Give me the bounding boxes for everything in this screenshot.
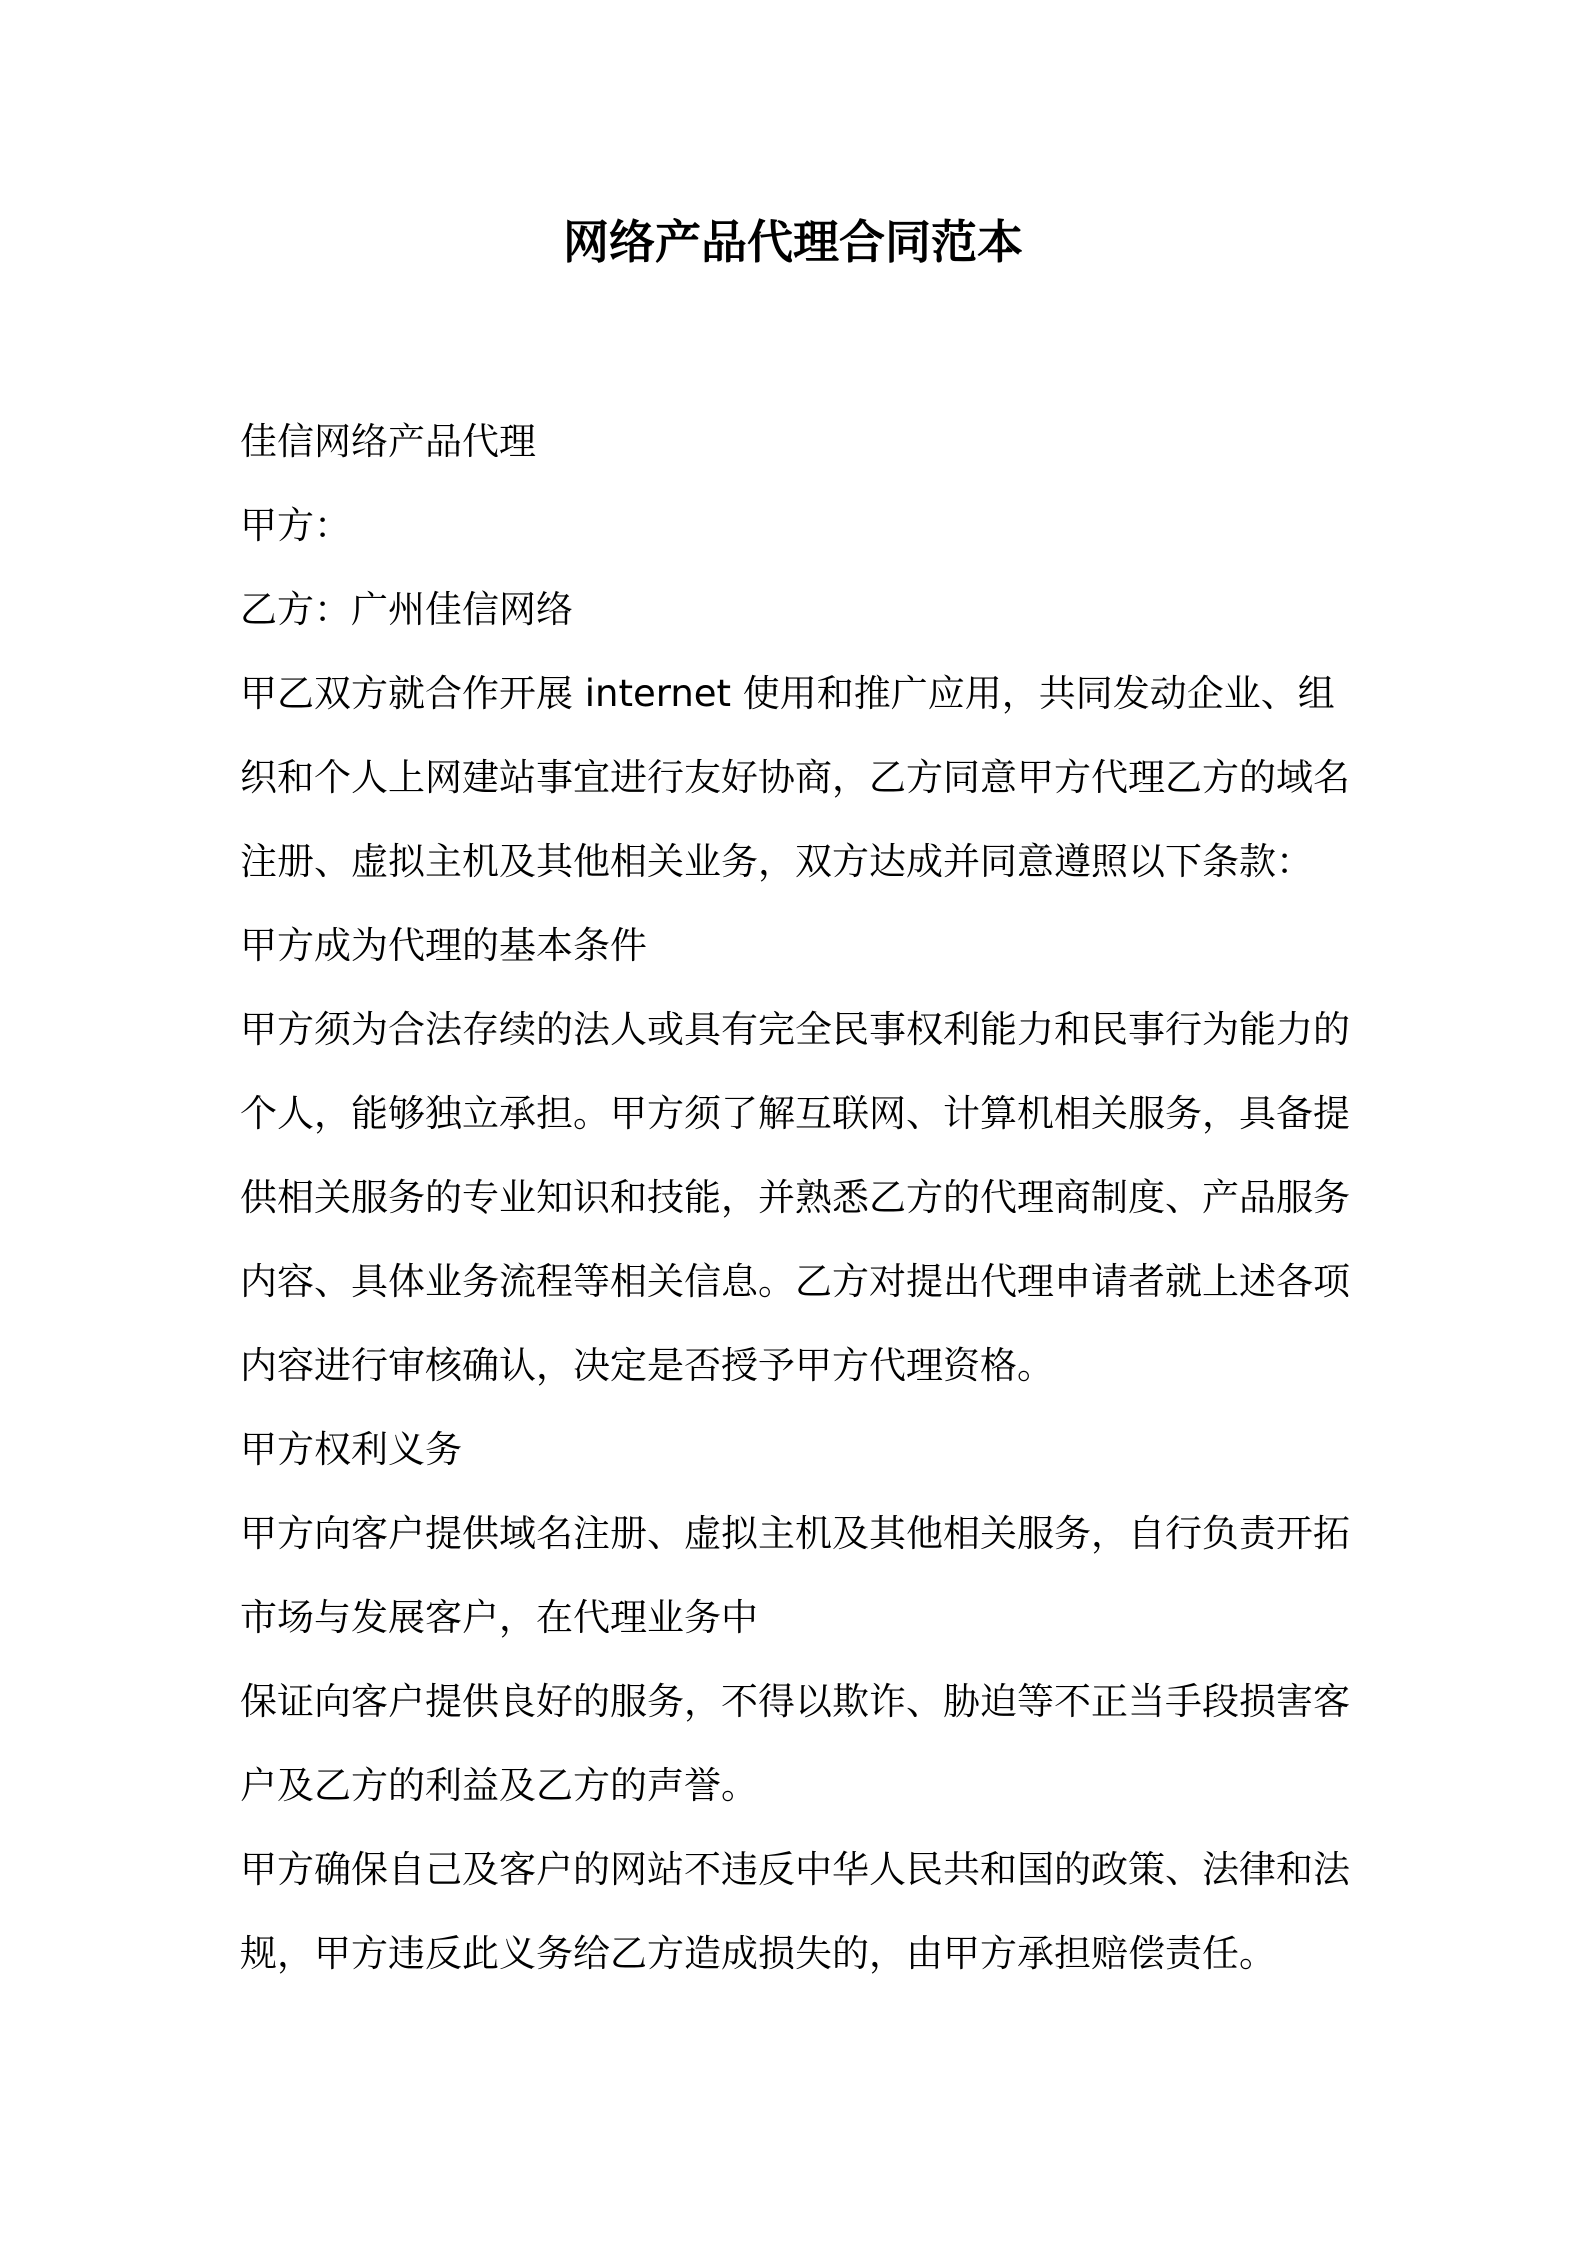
document-title: 网络产品代理合同范本 — [563, 215, 1023, 269]
rights-paragraph-3: 甲方确保自己及客户的网站不违反中华人民共和国的政策、法律和法规，甲方违反此义务给乙方造成损失的，由甲方承担赔偿责任。 — [240, 1848, 1350, 1975]
rights-paragraph-2: 保证向客户提供良好的服务，不得以欺诈、胁迫等不正当手段损害客户及乙方的利益及乙方的声誉。 — [240, 1680, 1350, 1807]
party-a-line: 甲方： — [240, 504, 351, 547]
party-b-line: 乙方：广州佳信网络 — [240, 588, 573, 631]
intro-paragraph: 甲乙双方就合作开展 internet 使用和推广应用，共同发动企业、组织和个人上网建站事宜进行友好协商，乙方同意甲方代理乙方的域名注册、虚拟主机及其他相关业务，双方达成并同意遵照以下条款： — [240, 672, 1350, 883]
basic-conditions-paragraph: 甲方须为合法存续的法人或具有完全民事权利能力和民事行为能力的个人，能够独立承担。甲方须了解互联网、计算机相关服务，具备提供相关服务的专业知识和技能，并熟悉乙方的代理商制度、产品服务内容、具体业务流程等相关信息。乙方对提出代理申请者就上述各项内容进行审核确认，决定是否授予甲方代理资格。 — [240, 1008, 1350, 1387]
rights-paragraph-1: 甲方向客户提供域名注册、虚拟主机及其他相关服务，自行负责开拓市场与发展客户，在代理业务中 — [240, 1512, 1350, 1639]
document-body — [240, 400, 1360, 1996]
section-heading-rights-obligations: 甲方权利义务 — [240, 1428, 462, 1471]
company-name-line: 佳信网络产品代理 — [240, 420, 536, 463]
section-heading-basic-conditions: 甲方成为代理的基本条件 — [240, 924, 647, 967]
